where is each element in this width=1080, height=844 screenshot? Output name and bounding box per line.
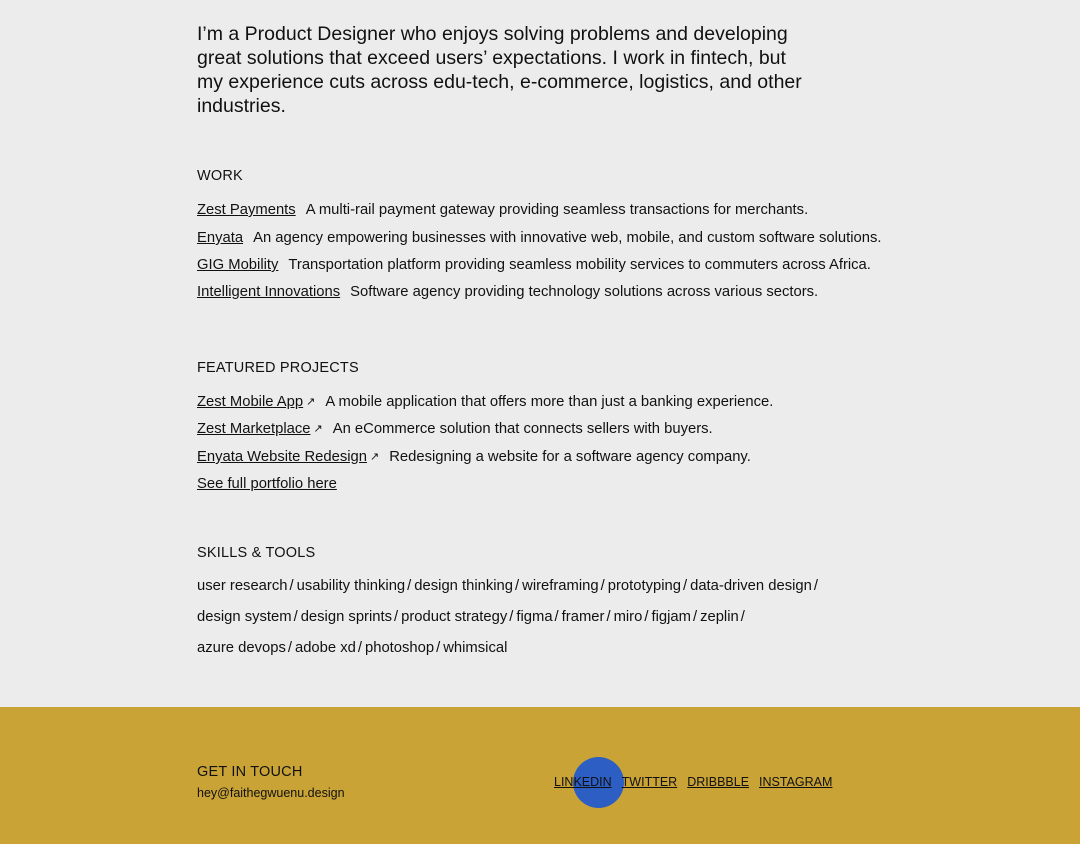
skill-separator: / [394,609,399,625]
skill-item: azure devops [197,640,286,656]
skill-item: framer [561,609,605,625]
project-desc: An eCommerce solution that connects sellers with buyers. [332,421,713,437]
work-item [197,201,808,219]
skills-line [197,578,821,594]
skill-separator: / [644,609,649,625]
linkedin-link[interactable]: LINKEDIN [554,775,612,789]
project-item [197,448,751,466]
skill-separator: / [682,578,688,594]
skill-item: whimsical [443,640,508,656]
skill-item: data-driven design [690,578,812,594]
dribbble-link[interactable]: DRIBBBLE [687,775,750,789]
work-link-enyata[interactable]: Enyata [197,230,244,246]
project-item [197,393,773,411]
skill-item: photoshop [364,640,435,656]
work-item [197,283,818,301]
skill-item: design sprints [300,609,392,625]
portfolio-link[interactable]: See full portfolio here [197,476,337,492]
skill-separator: / [813,578,818,594]
skill-separator: / [287,640,292,656]
external-link-icon: ↗ [313,423,323,435]
skill-item: miro [613,609,643,625]
skill-separator: / [554,609,559,625]
project-link-zest-mobile-app[interactable]: Zest Mobile App [197,394,304,410]
skill-separator: / [509,609,514,625]
skill-separator: / [515,578,520,594]
instagram-link[interactable]: INSTAGRAM [759,775,833,789]
skill-item: product strategy [401,609,508,625]
skills-line [197,640,507,656]
twitter-link[interactable]: TWITTER [621,775,678,789]
project-desc: A mobile application that offers more than just a banking experience. [325,394,774,410]
work-desc: An agency empowering businesses with innovative web, mobile, and custom software solutions. [253,230,882,246]
skill-separator: / [606,609,611,625]
skill-separator: / [600,578,605,594]
footer [0,707,1080,844]
skill-item: design system [197,609,292,625]
intro-text: I’m a Product Designer who enjoys solving problems and developing great solutions that exceed users’ expectations. I work in fintech, but my experience cuts across edu-tech, e-commerce, logistics, and other industries. [197,23,802,117]
work-item [197,229,881,247]
skill-item: wireframing [522,578,599,594]
skill-item: adobe xd [294,640,356,656]
skill-item: zeplin [700,609,739,625]
skill-item: prototyping [607,578,681,594]
social-links [554,775,842,789]
email-address: hey@faithegwuenu.design [197,786,345,800]
get-in-touch-title: GET IN TOUCH [197,764,303,780]
skill-item: figjam [651,609,691,625]
work-item [197,256,871,274]
portfolio-row [197,475,337,493]
external-link-icon: ↗ [370,451,380,463]
skill-separator: / [407,578,412,594]
skill-separator: / [293,609,298,625]
work-link-intelligent-innovations[interactable]: Intelligent Innovations [197,284,341,300]
work-desc: A multi-rail payment gateway providing seamless transactions for merchants. [305,202,809,218]
skill-separator: / [740,609,745,625]
skill-separator: / [357,640,362,656]
work-desc: Transportation platform providing seamless mobility services to commuters across Africa. [288,257,871,273]
skill-item: design thinking [414,578,514,594]
project-desc: Redesigning a website for a software agency company. [389,449,751,465]
skill-separator: / [436,640,441,656]
skills-section-title: SKILLS & TOOLS [197,545,316,561]
projects-section-title: FEATURED PROJECTS [197,360,359,376]
project-item [197,420,713,438]
skill-item: user research [197,578,288,594]
skill-separator: / [289,578,294,594]
project-link-enyata-website-redesign[interactable]: Enyata Website Redesign [197,449,367,465]
skills-line [197,609,748,625]
work-desc: Software agency providing technology solutions across various sectors. [350,284,819,300]
work-section-title: WORK [197,168,243,184]
work-link-zest-payments[interactable]: Zest Payments [197,202,296,218]
skill-item: usability thinking [296,578,406,594]
skill-separator: / [692,609,698,625]
external-link-icon: ↗ [306,396,316,408]
skill-item: figma [516,609,553,625]
work-link-gig-mobility[interactable]: GIG Mobility [197,257,279,273]
project-link-zest-marketplace[interactable]: Zest Marketplace [197,421,311,437]
